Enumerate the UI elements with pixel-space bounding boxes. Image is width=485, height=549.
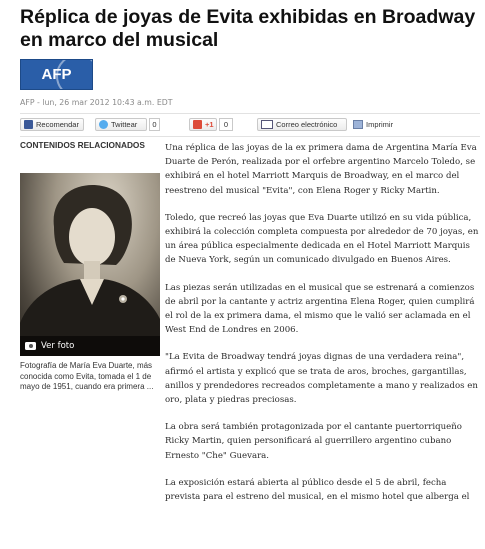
related-content-heading: CONTENIDOS RELACIONADOS bbox=[20, 140, 145, 150]
article-paragraph: Las piezas serán utilizadas en el musical que se estrenará a comienzos de abril por la cantante y actriz argentina Elena Roger, quien cumplirá el rol de la ex primera dama, el mismo que le valió ser aclamada en el West End de Londres en 2006. bbox=[165, 282, 475, 336]
article-paragraph: "La Evita de Broadway tendrá joyas dignas de una verdadera reina", afirmó el artista y explicó que se trata de aros, broches, gargantillas, anillos y prendedores recreados completamente a mano y realizados en oro, plata y piedras preciosas. bbox=[165, 352, 478, 406]
share-toolbar bbox=[20, 113, 480, 137]
email-button[interactable] bbox=[257, 118, 347, 131]
article-paragraph: La exposición estará abierta al público desde el 5 de abril, fecha prevista para el estreno del musical, en el mismo hotel que alberga el bbox=[165, 477, 470, 503]
email-icon bbox=[261, 120, 273, 129]
google-plus-icon bbox=[193, 120, 202, 129]
article-headline: Réplica de joyas de Evita exhibidas en Broadway en marco del musical bbox=[20, 6, 476, 51]
afp-logo-text: AFP bbox=[41, 66, 72, 83]
article-byline: AFP - lun, 26 mar 2012 10:43 a.m. EDT bbox=[20, 98, 173, 107]
google-plus-one-label: +1 bbox=[205, 120, 214, 129]
google-plus-one-button[interactable] bbox=[189, 118, 217, 131]
print-link[interactable] bbox=[353, 118, 393, 131]
tweet-count: 0 bbox=[149, 118, 160, 131]
print-icon bbox=[353, 120, 363, 129]
print-label: Imprimir bbox=[366, 120, 394, 129]
afp-logo bbox=[20, 59, 93, 90]
google-plus-count: 0 bbox=[219, 118, 233, 131]
article-body bbox=[165, 141, 480, 517]
article-paragraph: Una réplica de las joyas de la ex primera dama de Argentina María Eva Duarte de Perón, realizada por el orfebre argentino Marcelo Toledo, se exhibirá en el hotel Marriott Marquis de Broadway, en el marco del reestreno del musical "Evita", con Elena Roger y Ricky Martin. bbox=[165, 143, 477, 196]
email-label: Correo electrónico bbox=[276, 120, 338, 129]
twitter-bird-icon bbox=[99, 120, 108, 129]
tweet-label: Twittear bbox=[111, 120, 138, 129]
photo-caption: Fotografía de María Eva Duarte, más conocida como Evita, tomada el 1 de mayo de 1951, cuando era primera ... bbox=[20, 361, 154, 391]
tweet-button[interactable] bbox=[95, 118, 147, 131]
article-paragraph: Toledo, que recreó las joyas que Eva Duarte utilizó en su vida pública, exhibirá la colección completa compuesta por alrededor de 70 joyas, en un área pública especialmente dedicada en el Hotel Marriott Marquis de Nueva York, según un comunicado divulgado en Buenos Aires. bbox=[165, 212, 479, 266]
facebook-icon bbox=[24, 120, 33, 129]
camera-icon bbox=[25, 342, 36, 350]
facebook-recommend-button[interactable] bbox=[20, 118, 84, 131]
facebook-recommend-label: Recomendar bbox=[36, 120, 79, 129]
evita-portrait-image bbox=[20, 173, 160, 356]
view-photo-button[interactable] bbox=[20, 336, 160, 356]
article-paragraph: La obra será también protagonizada por el cantante puertorriqueño Ricky Martin, quien personificará al guerrillero argentino cubano Ernesto "Che" Guevara. bbox=[165, 422, 462, 461]
view-photo-label: Ver foto bbox=[41, 341, 75, 351]
evita-photo[interactable] bbox=[20, 173, 160, 356]
